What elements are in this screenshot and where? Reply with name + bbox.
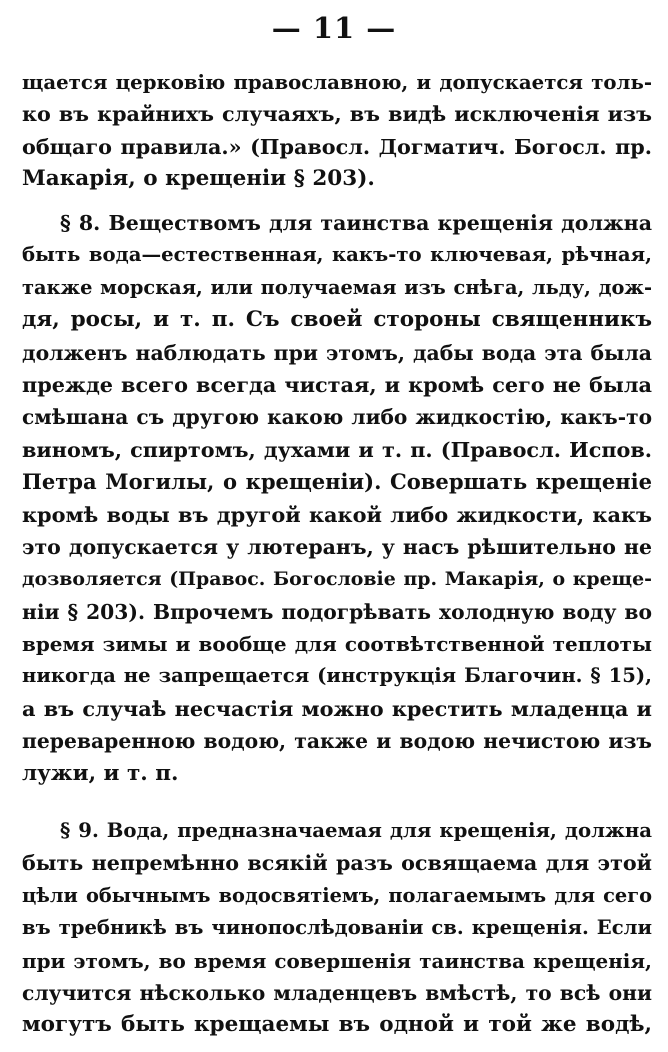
text-line: это допускается у лютеранъ, у насъ рѣшительно не bbox=[22, 534, 652, 559]
text-line: также морская, или получаемая изъ снѣга, льду, дож- bbox=[22, 275, 652, 299]
text-line: ко въ крайнихъ случаяхъ, въ видѣ исключенія изъ bbox=[22, 102, 652, 127]
text-line: время зимы и вообще для соотвѣтственной теплоты bbox=[22, 632, 652, 657]
text-line: щается церковію православною, и допускается толь- bbox=[22, 70, 652, 94]
text-line: могутъ быть крещаемы въ одной и той же водѣ, bbox=[22, 1012, 652, 1038]
paragraph-continuation bbox=[22, 66, 652, 196]
text-line: никогда не запрещается (инструкція Благочин. § 15), bbox=[22, 664, 652, 688]
text-line: быть вода—естественная, какъ-то ключевая, рѣчная, bbox=[22, 243, 652, 267]
text-line: Макарія, о крещеніи § 203). bbox=[22, 166, 375, 192]
text-line: случится нѣсколько младенцевъ вмѣстѣ, то всѣ они bbox=[22, 980, 652, 1005]
text-line: дя, росы, и т. п. Съ своей стороны священникъ bbox=[22, 307, 652, 333]
text-line: § 9. Вода, предназначаемая для крещенія, должна bbox=[60, 819, 652, 842]
page-number: — 11 — bbox=[271, 11, 397, 45]
text-line: быть непремѣнно всякій разъ освящаема для этой bbox=[22, 851, 652, 876]
text-line: кромѣ воды въ другой какой либо жидкости, какъ bbox=[22, 501, 652, 527]
text-line: долженъ наблюдать при этомъ, дабы вода эта была bbox=[22, 340, 652, 365]
text-line: § 8. Веществомъ для таинства крещенія должна bbox=[60, 211, 652, 235]
text-line: цѣли обычнымъ водосвятіемъ, полагаемымъ для сего bbox=[22, 883, 652, 907]
paragraph-section-9 bbox=[22, 815, 652, 1042]
text-line: виномъ, спиртомъ, духами и т. п. (Правосл. Испов. bbox=[22, 437, 652, 462]
text-line: прежде всего всегда чистая, и кромѣ сего не была bbox=[22, 371, 652, 397]
text-line: общаго правила.» (Правосл. Догматич. Богосл. пр. bbox=[22, 134, 652, 159]
text-line: ніи § 203). Впрочемъ подогрѣвать холодную воду во bbox=[22, 599, 652, 624]
text-line: при этомъ, во время совершенія таинства крещенія, bbox=[22, 948, 652, 973]
text-line: переваренною водою, также и водою нечистою изъ bbox=[22, 729, 652, 754]
paragraph-section-8 bbox=[22, 207, 652, 790]
text-line: Петра Могилы, о крещеніи). Совершать крещеніе bbox=[22, 469, 652, 495]
text-line: въ требникѣ въ чинопослѣдованіи св. крещенія. Если bbox=[22, 916, 652, 940]
text-line: смѣшана съ другою какою либо жидкостію, какъ-то bbox=[22, 405, 652, 430]
text-line: а въ случаѣ несчастія можно крестить младенца и bbox=[22, 695, 652, 721]
text-line: дозволяется (Правос. Богословіе пр. Макарія, о креще- bbox=[22, 568, 652, 591]
text-line: лужи, и т. п. bbox=[22, 760, 179, 786]
